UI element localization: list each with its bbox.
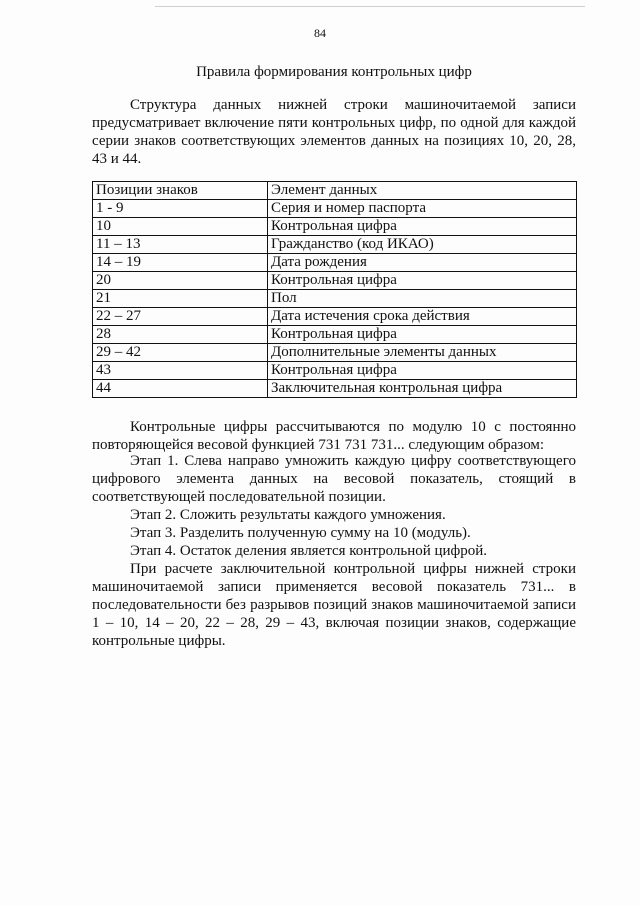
cell-positions: 21 <box>93 290 268 308</box>
table-row <box>93 362 577 380</box>
section-title: Правила формирования контрольных цифр <box>196 64 472 80</box>
cell-element: Пол <box>268 290 577 308</box>
cell-element: Контрольная цифра <box>268 272 577 290</box>
cell-positions: 43 <box>93 362 268 380</box>
table-row <box>93 308 577 326</box>
cell-positions: 44 <box>93 380 268 398</box>
cell-element: Контрольная цифра <box>268 326 577 344</box>
step-3-paragraph: Этап 3. Разделить полученную сумму на 10 (модуль). <box>130 525 471 541</box>
positions-table <box>92 181 577 398</box>
cell-positions: 1 - 9 <box>93 200 268 218</box>
table-row <box>93 236 577 254</box>
cell-positions: 20 <box>93 272 268 290</box>
final-check-digit-paragraph: При расчете заключительной контрольной цифры нижней строки машиночитаемой записи применяется весовой показатель 731... в последовательности без разрывов позиций знаков машиночитаемой записи 1 – 10, 14 – 20, 22 – 28, 29 – 43, включая позиции знаков, содержащие контрольные цифры. <box>92 561 576 649</box>
table-row <box>93 218 577 236</box>
cell-positions: 10 <box>93 218 268 236</box>
table-row <box>93 326 577 344</box>
table-row <box>93 254 577 272</box>
cell-positions: 11 – 13 <box>93 236 268 254</box>
cell-positions: 22 – 27 <box>93 308 268 326</box>
table-row <box>93 380 577 398</box>
cell-element: Контрольная цифра <box>268 362 577 380</box>
page-number: 84 <box>314 26 326 40</box>
intro-paragraph: Структура данных нижней строки машиночитаемой записи предусматривает включение пяти контрольных цифр, по одной для каждой серии знаков соответствующих элементов данных на позициях 10, 20, 28, 43 и 44. <box>92 97 576 167</box>
step-4-paragraph: Этап 4. Остаток деления является контрольной цифрой. <box>130 543 488 559</box>
cell-element: Заключительная контрольная цифра <box>268 380 577 398</box>
table-row <box>93 290 577 308</box>
cell-positions: 28 <box>93 326 268 344</box>
table-row <box>93 272 577 290</box>
step-2-paragraph: Этап 2. Сложить результаты каждого умножения. <box>130 507 446 523</box>
table-header-row <box>93 182 577 200</box>
header-positions: Позиции знаков <box>93 182 268 200</box>
cell-positions: 29 – 42 <box>93 344 268 362</box>
cell-element: Дата истечения срока действия <box>268 308 577 326</box>
cell-element: Серия и номер паспорта <box>268 200 577 218</box>
table-row <box>93 344 577 362</box>
cell-element: Гражданство (код ИКАО) <box>268 236 577 254</box>
cell-element: Контрольная цифра <box>268 218 577 236</box>
cell-positions: 14 – 19 <box>93 254 268 272</box>
header-data-element: Элемент данных <box>268 182 577 200</box>
table-row <box>93 200 577 218</box>
modulo-paragraph: Контрольные цифры рассчитываются по модулю 10 с постоянно повторяющейся весовой функцией 731 731 731... следующим образом: <box>92 419 576 453</box>
step-1-paragraph: Этап 1. Слева направо умножить каждую цифру соответствующего цифрового элемента данных на весовой показатель, стоящий в соответствующей последовательной позиции. <box>92 453 576 505</box>
cell-element: Дата рождения <box>268 254 577 272</box>
cell-element: Дополнительные элементы данных <box>268 344 577 362</box>
top-edge-line <box>155 6 585 7</box>
